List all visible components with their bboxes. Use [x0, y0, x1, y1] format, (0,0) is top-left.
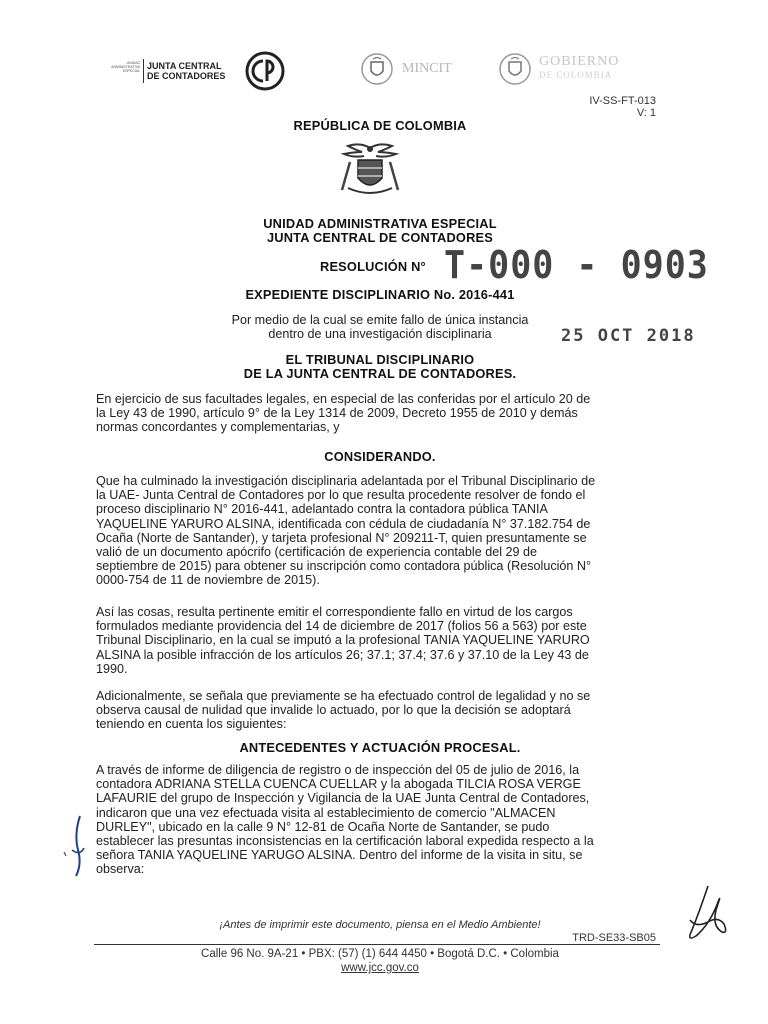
- text-line: En ejercicio de sus facultades legales, en especial de las conferidas por el artículo 20 de: [96, 392, 591, 406]
- resolution-number-stamp: T-000 - 0903: [444, 244, 709, 288]
- text-line: YAQUELINE YARURO ALSINA, identificada con cédula de ciudadanía N° 37.182.754 de: [96, 516, 591, 531]
- text-line: normas concordantes y complementarias, y: [96, 420, 340, 435]
- text-line: 0000-754 de 11 de noviembre de 2015).: [96, 573, 320, 588]
- resolution-label: RESOLUCIÓN N°: [320, 259, 426, 274]
- text-line: ALSINA la posible infracción de los artículos 26; 37.1; 37.4; 37.6 y 37.10 de la Ley 43 de: [96, 647, 589, 662]
- intro-paragraph: [96, 392, 656, 435]
- text-line: contadora ADRIANA STELLA CUENCA CUELLAR y la abogada TILCIA ROSA VERGE: [96, 777, 581, 792]
- text-line: la Ley 43 de 1990, artículo 9° de la Ley 1314 de 2009, Decreto 1955 de 2010 y demás: [96, 406, 578, 421]
- footer-trd-code: TRD-SE33-SB05: [572, 932, 656, 944]
- text-line: Adicionalmente, se señala que previamente se ha efectuado control de legalidad y no se: [96, 689, 591, 703]
- text-line: Así las cosas, resulta pertinente emitir el correspondiente fallo en virtud de los cargos: [96, 605, 573, 619]
- coat-of-arms-icon: [334, 140, 406, 200]
- footer-environment-note: ¡Antes de imprimir este documento, piensa en el Medio Ambiente!: [219, 919, 541, 931]
- purpose-line2: dentro de una investigación disciplinaria: [268, 327, 492, 341]
- jcc-logo: [98, 57, 288, 91]
- colombia-shield-icon: [360, 52, 394, 86]
- paragraph-legalidad: [96, 689, 656, 732]
- mincit-label: MINCIT: [402, 61, 452, 76]
- antecedentes-heading: ANTECEDENTES Y ACTUACIÓN PROCESAL.: [239, 740, 521, 755]
- text-line: teniendo en cuenta los siguientes:: [96, 717, 287, 732]
- tribunal-line1: EL TRIBUNAL DISCIPLINARIO: [285, 352, 475, 367]
- text-line: Ocaña (Norte de Santander), y tarjeta profesional N° 209211-T, quien presuntamente se: [96, 530, 587, 545]
- jcc-logo-line2: DE CONTADORES: [147, 71, 226, 81]
- date-stamp: 25 OCT 2018: [561, 326, 696, 346]
- colombia-shield-icon: [498, 52, 532, 86]
- expediente-title: EXPEDIENTE DISCIPLINARIO No. 2016-441: [245, 287, 515, 302]
- entity-line2: JUNTA CENTRAL DE CONTADORES: [266, 230, 494, 245]
- text-line: señora TANIA YAQUELINE YARUGO ALSINA. Dentro del informe de la visita in situ, se: [96, 848, 583, 863]
- text-line: valió de un documento apócrifo (certificación de experiencia contable del 29 de: [96, 545, 538, 560]
- jcc-small-line: UNIDAD: [126, 61, 140, 65]
- jcc-small-line: ADMINISTRATIVA: [111, 65, 140, 69]
- text-line: la UAE- Junta Central de Contadores por lo que resulta procedente resolver de fondo el: [96, 488, 586, 503]
- text-line: DURLEY", ubicado en la calle 9 N° 12-81 de Ocaña Norte de Santander, se pudo: [96, 819, 550, 834]
- jcc-logo-line1: JUNTA CENTRAL: [147, 61, 222, 71]
- republic-title: REPÚBLICA DE COLOMBIA: [293, 118, 467, 133]
- jcc-logo-divider: [143, 59, 144, 83]
- mincit-logo: [360, 52, 470, 86]
- tribunal-line2: DE LA JUNTA CENTRAL DE CONTADORES.: [243, 366, 517, 381]
- gobierno-label: GOBIERNO: [539, 54, 620, 69]
- text-line: establecer las presuntas inconsistencias en la certificación laboral expedida respecto a la: [96, 834, 594, 849]
- text-line: 1990.: [96, 661, 128, 676]
- gobierno-sub-label: DE COLOMBIA: [539, 70, 613, 80]
- text-line: formulados mediante providencia del 14 de diciembre de 2017 (folios 56 a 563) por este: [96, 619, 587, 634]
- form-code: IV-SS-FT-013: [589, 95, 656, 107]
- footer-website-link[interactable]: www.jcc.gov.co: [341, 962, 419, 974]
- text-line: LAFAURIE del grupo de Inspección y Vigilancia de la UAE Junta Central de Contadores,: [96, 791, 590, 806]
- text-line: indicaron que una vez efectuada visita al establecimiento de comercio "ALMACEN: [96, 805, 556, 820]
- paragraph-considerando: [96, 474, 656, 588]
- purpose-line1: Por medio de la cual se emite fallo de única instancia: [231, 313, 529, 327]
- considerando-heading: CONSIDERANDO.: [324, 449, 436, 464]
- entity-line1: UNIDAD ADMINISTRATIVA ESPECIAL: [263, 216, 497, 231]
- paragraph-cargos: [96, 605, 656, 676]
- text-line: observa:: [96, 862, 145, 877]
- form-version: V: 1: [636, 107, 656, 119]
- gobierno-logo: [498, 52, 648, 86]
- paragraph-antecedentes: [96, 763, 656, 877]
- jcc-monogram-icon: [244, 50, 286, 92]
- text-line: A través de informe de diligencia de registro o de inspección del 05 de julio de 2016, la: [96, 763, 580, 777]
- jcc-small-line: ESPECIAL: [122, 69, 140, 73]
- text-line: observa causal de nulidad que invalide lo actuado, por lo que la decisión se adoptará: [96, 703, 571, 718]
- text-line: Que ha culminado la investigación disciplinaria adelantada por el Tribunal Disciplinario de: [96, 474, 596, 488]
- footer-rule: [94, 944, 660, 945]
- margin-handwritten-mark: [58, 812, 94, 882]
- jcc-logo-small-text: [98, 61, 140, 73]
- text-line: septiembre de 2015) para obtener su inscripción como contadora pública (Resolución N°: [96, 559, 592, 574]
- footer-address: Calle 96 No. 9A-21 • PBX: (57) (1) 644 4450 • Bogotá D.C. • Colombia: [201, 948, 559, 960]
- signature-image: [678, 880, 738, 950]
- text-line: proceso disciplinario N° 2016-441, adelantado contra la contadora pública TANIA: [96, 502, 548, 517]
- jcc-logo-text: [147, 61, 225, 81]
- text-line: Tribunal Disciplinario, en la cual se imputó a la profesional TANIA YAQUELINE YARURO: [96, 633, 590, 648]
